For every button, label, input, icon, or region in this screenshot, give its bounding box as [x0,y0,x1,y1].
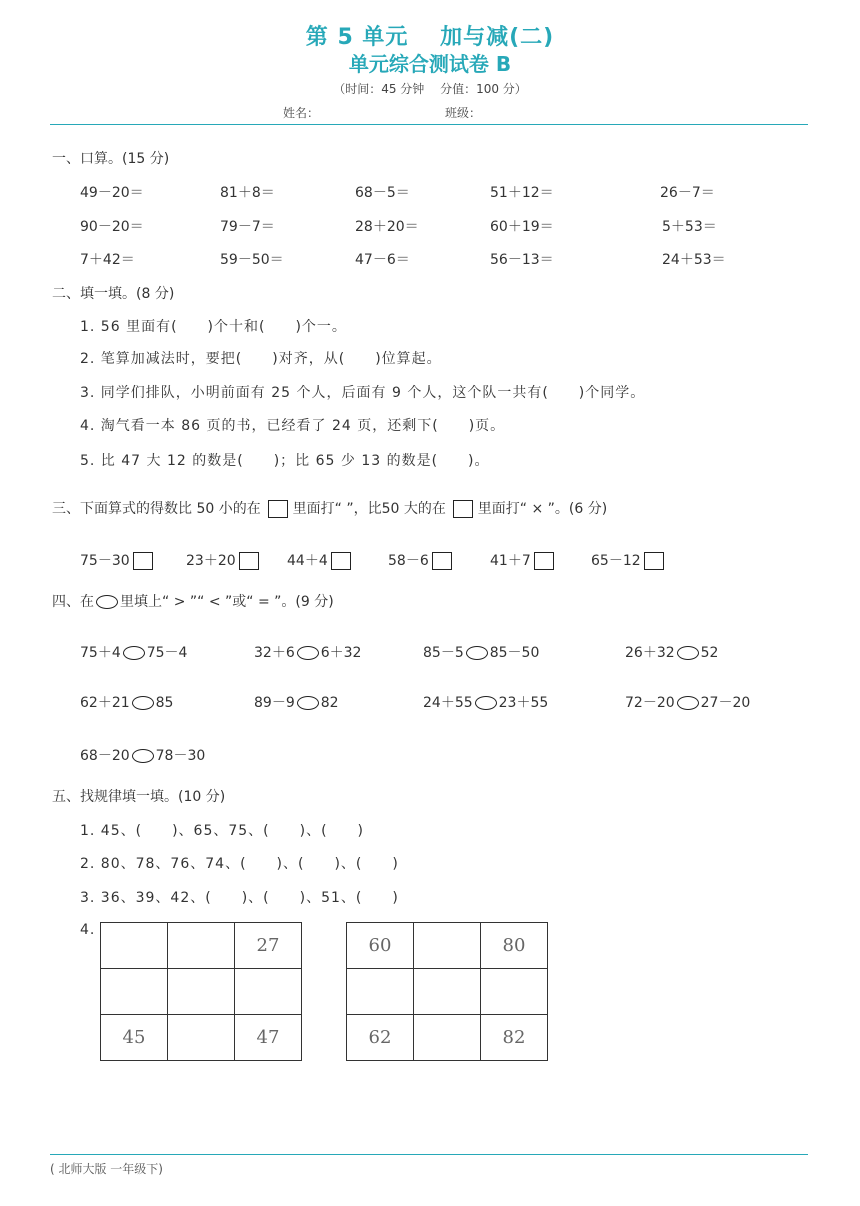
answer-box[interactable] [432,552,452,570]
calc-item: 49－20＝ [80,185,144,201]
pattern-item: 3. 36、39、42、( )、( )、51、( ) [80,890,399,906]
compare-oval[interactable] [297,696,319,710]
calc-item: 5＋53＝ [662,219,717,235]
section1-heading: 一、口算。(15 分) [52,151,170,167]
compare-oval-icon [96,595,118,609]
pattern-item: 2. 80、78、76、74、( )、( )、( ) [80,856,399,872]
grid-cell: 80 [481,923,548,969]
header-rule [50,124,808,125]
compare-oval[interactable] [677,646,699,660]
check-item: 75－30 [80,550,153,570]
grid-cell: 60 [347,923,414,969]
grid-cell: 62 [347,1015,414,1061]
compare-item: 24＋55 23＋55 [423,695,549,711]
compare-oval[interactable] [132,749,154,763]
grid-cell[interactable] [347,969,414,1015]
calc-item: 56－13＝ [490,252,554,268]
calc-item: 47－6＝ [355,252,410,268]
grid-cell: 82 [481,1015,548,1061]
grid-cell[interactable] [168,923,235,969]
fill-item: 5. 比 47 大 12 的数是( )；比 65 少 13 的数是( )。 [80,453,490,469]
answer-box[interactable] [534,552,554,570]
calc-item: 28＋20＝ [355,219,419,235]
compare-oval[interactable] [677,696,699,710]
answer-box[interactable] [331,552,351,570]
compare-item: 72－20 27－20 [625,695,751,711]
calc-item: 68－5＝ [355,185,410,201]
check-item: 41＋7 [490,550,554,570]
grid-cell[interactable] [168,1015,235,1061]
check-item: 65－12 [591,550,664,570]
answer-box-icon [453,500,473,518]
name-label: 姓名： [283,106,320,120]
grid-cell[interactable] [101,923,168,969]
answer-box[interactable] [133,552,153,570]
grid-cell[interactable] [414,923,481,969]
compare-item: 85－5 85－50 [423,645,540,661]
grid-cell[interactable] [235,969,302,1015]
answer-box[interactable] [644,552,664,570]
compare-oval[interactable] [123,646,145,660]
section4-heading: 四、在 里填上“ > ”“ < ”或“ = ”。(9 分) [52,594,334,610]
compare-item: 26＋32 52 [625,645,719,661]
calc-item: 7＋42＝ [80,252,135,268]
fill-item: 3. 同学们排队，小明前面有 25 个人，后面有 9 个人，这个队一共有( )个同学。 [80,385,646,401]
grid-cell: 47 [235,1015,302,1061]
number-grid-left [100,922,302,1061]
compare-oval[interactable] [475,696,497,710]
fill-item: 2. 笔算加减法时，要把( )对齐，从( )位算起。 [80,351,442,367]
check-item: 58－6 [388,550,452,570]
answer-box-icon [268,500,288,518]
calc-item: 90－20＝ [80,219,144,235]
page-title: 第 5 单元 加与减(二) [305,25,555,50]
compare-item: 62＋21 85 [80,695,174,711]
compare-oval[interactable] [297,646,319,660]
grid-cell[interactable] [168,969,235,1015]
section2-heading: 二、填一填。(8 分) [52,286,175,302]
exam-meta: （时间：45 分钟 分值：100 分） [333,82,527,96]
page-subtitle: 单元综合测试卷 B [348,52,512,76]
grid-cell[interactable] [414,969,481,1015]
check-item: 23＋20 [186,550,259,570]
grid-cell[interactable] [101,969,168,1015]
calc-item: 79－7＝ [220,219,275,235]
compare-item: 68－20 78－30 [80,748,206,764]
calc-item: 60＋19＝ [490,219,554,235]
section3-heading: 三、下面算式的得数比 50 小的在 里面打“ ”，比50 大的在 里面打“ × ”。(6 分) [52,501,608,517]
grid-cell[interactable] [481,969,548,1015]
grid-cell[interactable] [414,1015,481,1061]
compare-oval[interactable] [132,696,154,710]
calc-item: 59－50＝ [220,252,284,268]
pattern-item: 1. 45、( )、65、75、( )、( ) [80,823,365,839]
check-item: 44＋4 [287,550,351,570]
footer-rule [50,1154,808,1155]
calc-item: 26－7＝ [660,185,715,201]
compare-oval[interactable] [466,646,488,660]
calc-item: 81＋8＝ [220,185,275,201]
compare-item: 89－9 82 [254,695,339,711]
compare-item: 75＋4 75－4 [80,645,188,661]
number-grid-right [346,922,548,1061]
grid-cell: 45 [101,1015,168,1061]
calc-item: 51＋12＝ [490,185,554,201]
calc-item: 24＋53＝ [662,252,726,268]
footer-text: ( 北师大版 一年级下) [50,1162,163,1176]
answer-box[interactable] [239,552,259,570]
grid-cell: 27 [235,923,302,969]
fill-item: 1. 56 里面有( )个十和( )个一。 [80,319,347,335]
fill-item: 4. 淘气看一本 86 页的书，已经看了 24 页，还剩下( )页。 [80,418,506,434]
compare-item: 32＋6 6＋32 [254,645,362,661]
pattern-item-label: 4. [80,922,96,938]
section5-heading: 五、找规律填一填。(10 分) [52,789,226,805]
class-label: 班级： [445,106,482,120]
